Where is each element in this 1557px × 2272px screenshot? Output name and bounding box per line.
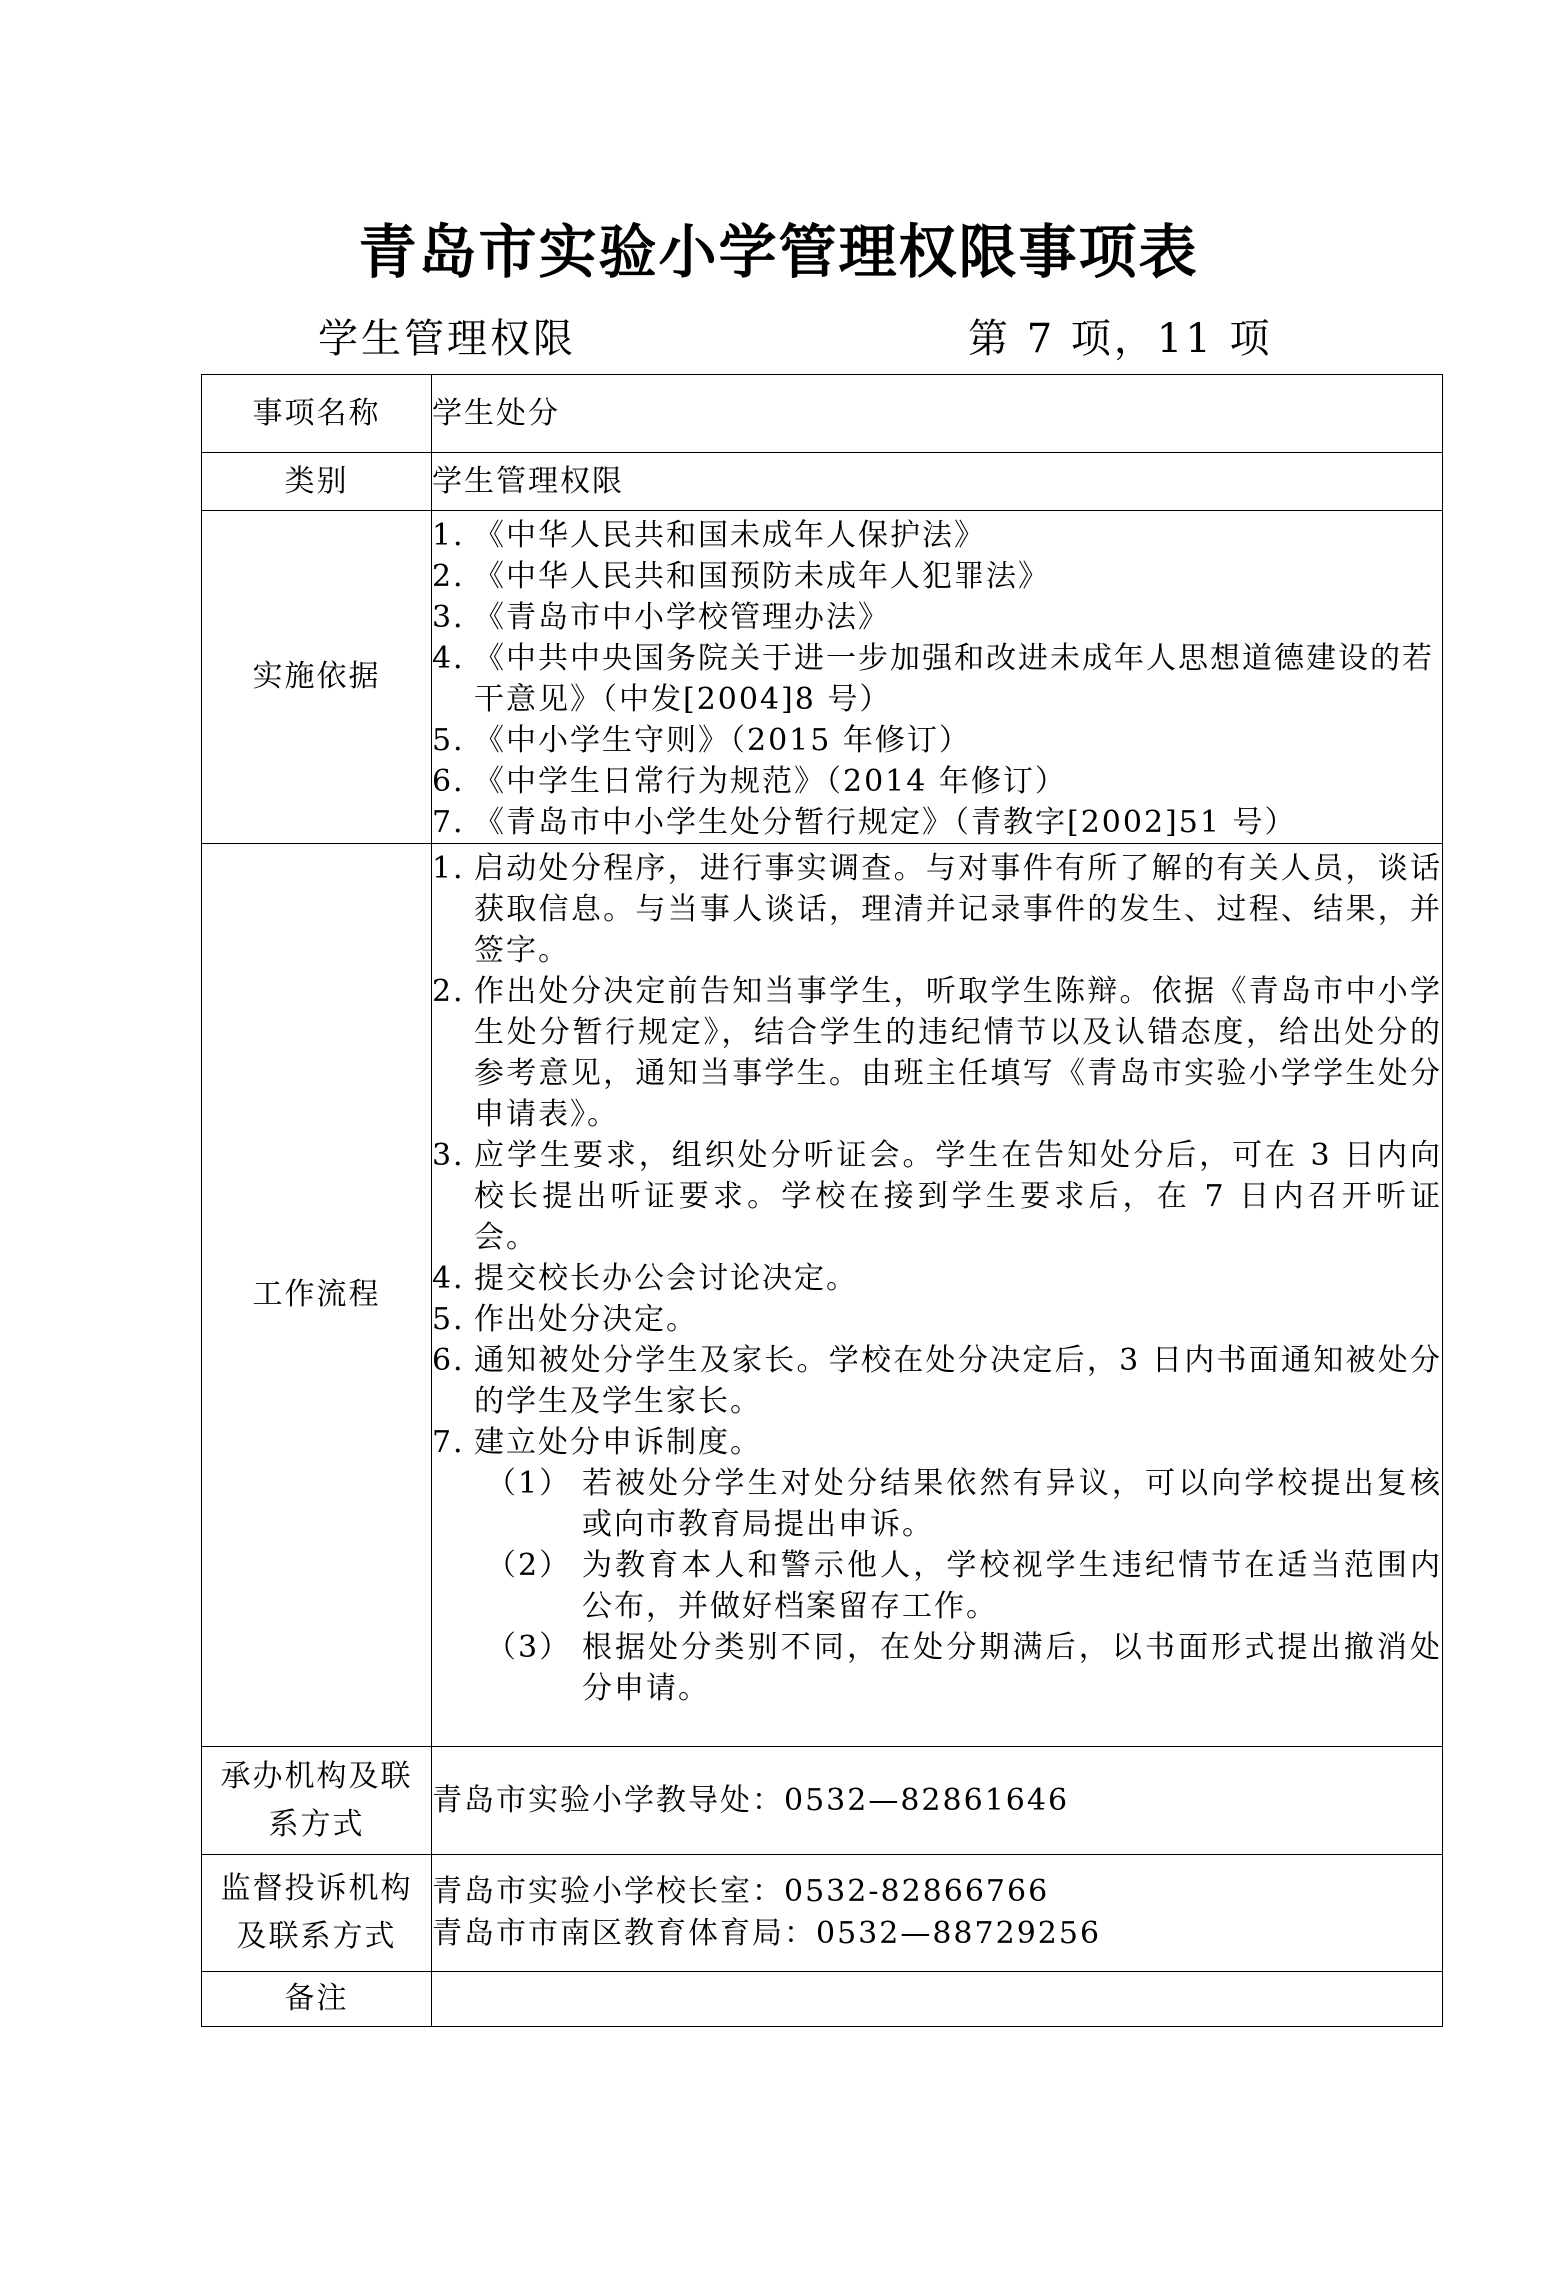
- list-text: 启动处分程序，进行事实调查。与对事件有所了解的有关人员，谈话获取信息。与当事人谈话，理清并记录事件的发生、过程、结果，并签字。: [474, 851, 1442, 968]
- supervision-contact: 青岛市市南区教育体育局：0532—88729256: [432, 1916, 1102, 1951]
- table-row-item-name: [202, 375, 1443, 453]
- list-text: 《中学生日常行为规范》（2014 年修订）: [474, 764, 1067, 799]
- list-text: 作出处分决定前告知当事学生，听取学生陈辩。依据《青岛市中小学生处分暂行规定》，结合学生的违纪情节以及认错态度，给出处分的参考意见，通知当事学生。由班主任填写《青岛市实验小学学生处分申请表》。: [474, 974, 1442, 1132]
- authority-table: [201, 374, 1443, 2027]
- table-row-basis: [202, 511, 1443, 844]
- list-item: [432, 1422, 1442, 1463]
- list-text: 《中华人民共和国未成年人保护法》: [474, 518, 986, 553]
- list-text: 建立处分申诉制度。: [474, 1425, 762, 1460]
- workflow-list: [432, 844, 1442, 1709]
- note-value: [432, 1972, 1443, 2027]
- supervision-label: [202, 1855, 432, 1972]
- category-value: 学生管理权限: [432, 453, 1443, 511]
- sub-list-item: [432, 1627, 1442, 1709]
- list-number: 1．: [432, 851, 486, 886]
- list-number: 4．: [432, 641, 486, 676]
- item-name-value: 学生处分: [432, 375, 1443, 453]
- list-text: 通知被处分学生及家长。学校在处分决定后，3 日内书面通知被处分的学生及学生家长。: [474, 1343, 1442, 1419]
- page-title: 青岛市实验小学管理权限事项表: [358, 218, 1199, 286]
- list-item: [432, 802, 1442, 843]
- list-item: [432, 515, 1442, 556]
- basis-list: [432, 511, 1442, 843]
- sub-list-item: [432, 1463, 1442, 1545]
- list-number: 7．: [432, 1425, 486, 1460]
- table-row-organization: [202, 1747, 1443, 1855]
- list-item: [432, 1135, 1442, 1258]
- list-item: [432, 1258, 1442, 1299]
- list-number: 6．: [432, 764, 486, 799]
- list-item: [432, 638, 1442, 720]
- list-text: 作出处分决定。: [474, 1302, 698, 1337]
- sub-list-item: [432, 1545, 1442, 1627]
- table-row-note: [202, 1972, 1443, 2027]
- list-text: 《中华人民共和国预防未成年人犯罪法》: [474, 559, 1050, 594]
- sub-list-number: （3）: [486, 1630, 572, 1665]
- workflow-label: 工作流程: [202, 844, 432, 1747]
- list-text: 《中共中央国务院关于进一步加强和改进未成年人思想道德建设的若干意见》（中发[2004]8 号）: [474, 641, 1434, 717]
- sub-list-text: 若被处分学生对处分结果依然有异议，可以向学校提出复核或向市教育局提出申诉。: [582, 1466, 1442, 1542]
- basis-label: 实施依据: [202, 511, 432, 844]
- list-number: 2．: [432, 559, 486, 594]
- supervision-cell: [432, 1855, 1443, 1972]
- list-number: 5．: [432, 723, 486, 758]
- list-text: 应学生要求，组织处分听证会。学生在告知处分后，可在 3 日内向校长提出听证要求。学校在接到学生要求后，在 7 日内召开听证会。: [474, 1138, 1442, 1255]
- list-number: 4．: [432, 1261, 486, 1296]
- sub-list-text: 为教育本人和警示他人，学校视学生违纪情节在适当范围内公布，并做好档案留存工作。: [582, 1548, 1442, 1624]
- list-item: [432, 971, 1442, 1135]
- list-number: 6．: [432, 1343, 486, 1378]
- table-row-category: [202, 453, 1443, 511]
- category-heading: 学生管理权限: [318, 316, 576, 362]
- note-label: 备注: [202, 1972, 432, 2027]
- list-item: [432, 556, 1442, 597]
- sub-list-text: 根据处分类别不同，在处分期满后，以书面形式提出撤消处分申请。: [582, 1630, 1442, 1706]
- list-number: 2．: [432, 974, 486, 1009]
- list-number: 7．: [432, 805, 486, 840]
- list-item: [432, 848, 1442, 971]
- list-text: 提交校长办公会讨论决定。: [474, 1261, 858, 1296]
- list-number: 3．: [432, 1138, 486, 1173]
- table-row-supervision: [202, 1855, 1443, 1972]
- workflow-cell: [432, 844, 1443, 1747]
- supervision-contact: 青岛市实验小学校长室：0532-82866766: [432, 1874, 1050, 1909]
- item-number-heading: 第 7 项，11 项: [968, 316, 1273, 362]
- list-item: [432, 597, 1442, 638]
- list-item: [432, 720, 1442, 761]
- list-number: 3．: [432, 600, 486, 635]
- supervision-label-line: 监督投诉机构: [220, 1871, 413, 1906]
- list-text: 《青岛市中小学校管理办法》: [474, 600, 890, 635]
- list-text: 《青岛市中小学生处分暂行规定》（青教字[2002]51 号）: [474, 805, 1297, 840]
- item-name-label: 事项名称: [202, 375, 432, 453]
- list-item: [432, 1340, 1442, 1422]
- organization-label-line: 承办机构及联: [220, 1758, 413, 1794]
- sub-list-number: （1）: [486, 1466, 572, 1501]
- list-text: 《中小学生守则》（2015 年修订）: [474, 723, 971, 758]
- category-label: 类别: [202, 453, 432, 511]
- organization-label: [202, 1747, 432, 1855]
- table-row-workflow: [202, 844, 1443, 1747]
- organization-label-line: 系方式: [268, 1806, 365, 1842]
- basis-cell: [432, 511, 1443, 844]
- organization-value: 青岛市实验小学教导处：0532—82861646: [432, 1747, 1443, 1855]
- sub-list-number: （2）: [486, 1548, 572, 1583]
- list-item: [432, 761, 1442, 802]
- list-number: 5．: [432, 1302, 486, 1337]
- list-number: 1．: [432, 518, 486, 553]
- list-item: [432, 1299, 1442, 1340]
- supervision-label-line: 及联系方式: [236, 1919, 397, 1954]
